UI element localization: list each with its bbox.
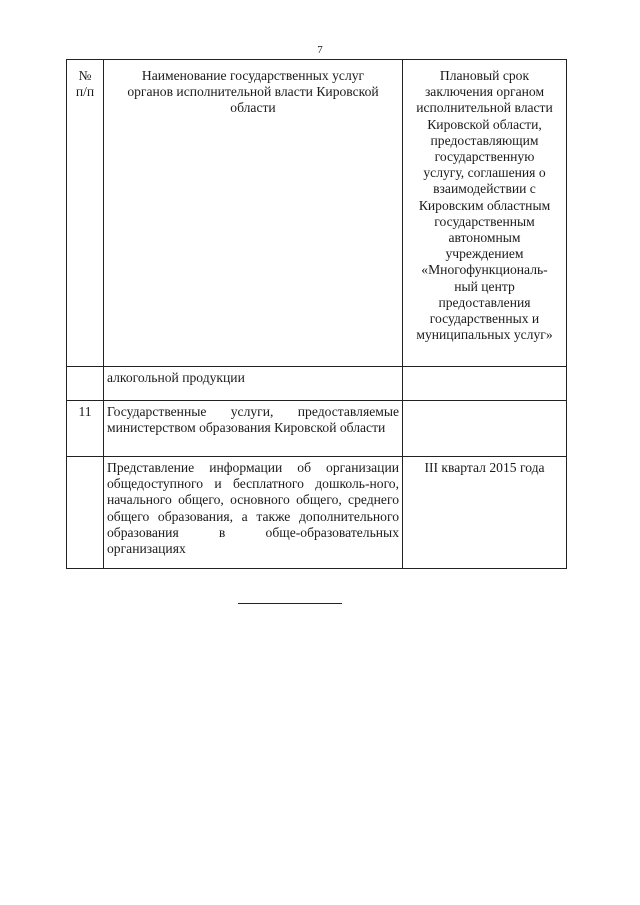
header-number-cell: № п/п bbox=[67, 60, 104, 367]
header-planned-term-cell: Плановый срок заключения органом исполнительной власти Кировской области, предоставляющим государственную услугу, соглашения о взаимодействии с Кировским областным государственным автономным учреждением «Многофункциональ- ный центр предоставления государственных и муниципальных услуг» bbox=[403, 60, 567, 367]
table-row bbox=[67, 457, 567, 569]
services-table bbox=[66, 59, 567, 569]
row-service-name-cell: Государственные услуги, предоставляемые министерством образования Кировской области bbox=[104, 401, 403, 457]
row-term-cell bbox=[403, 367, 567, 401]
table-row bbox=[67, 367, 567, 401]
row-term-cell: III квартал 2015 года bbox=[403, 457, 567, 569]
table-row bbox=[67, 401, 567, 457]
row-service-name-cell: Представление информации об организации общедоступного и бесплатного дошколь-ного, начального общего, основного общего, среднего общего образования, а также дополнительного образования в обще-образовательных организациях bbox=[104, 457, 403, 569]
table-header-row bbox=[67, 60, 567, 367]
row-service-name-cell: алкогольной продукции bbox=[104, 367, 403, 401]
closing-rule bbox=[238, 603, 342, 604]
row-number-cell bbox=[67, 367, 104, 401]
row-term-cell bbox=[403, 401, 567, 457]
header-service-name-cell: Наименование государственных услуг органов исполнительной власти Кировской области bbox=[104, 60, 403, 367]
row-number-cell: 11 bbox=[67, 401, 104, 457]
row-number-cell bbox=[67, 457, 104, 569]
page-number: 7 bbox=[317, 44, 323, 56]
